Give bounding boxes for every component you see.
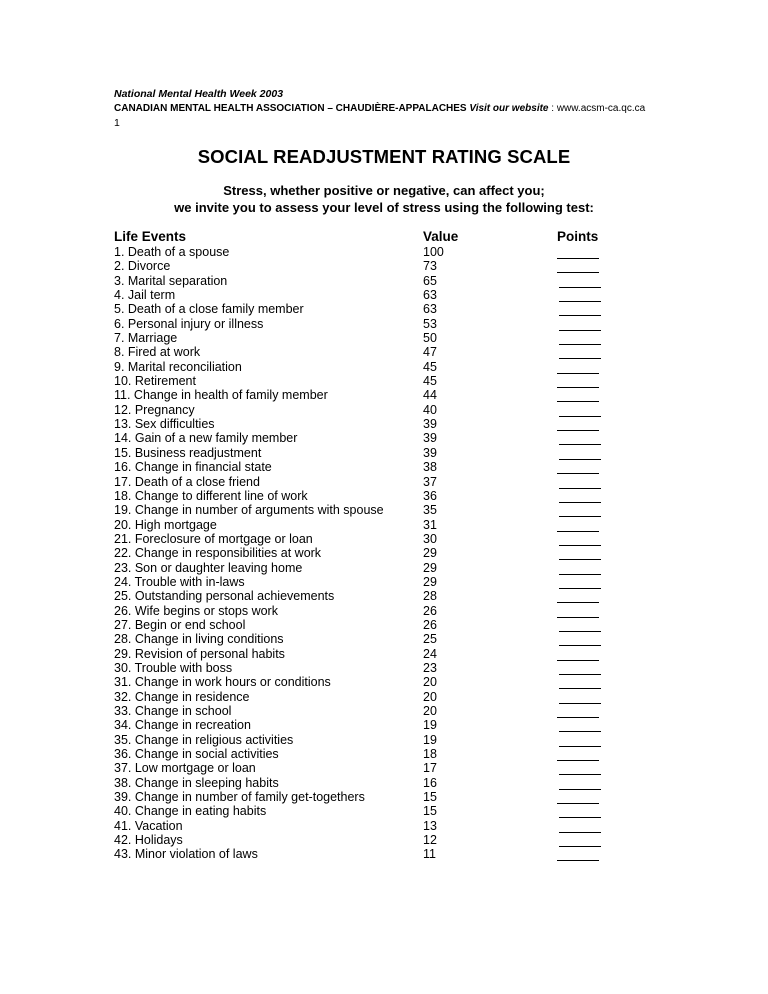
life-event-row bbox=[0, 589, 768, 603]
life-event-label: 7. Marriage bbox=[114, 331, 178, 346]
points-blank-field[interactable] bbox=[559, 821, 601, 833]
points-blank-field[interactable] bbox=[557, 247, 599, 259]
life-event-value: 40 bbox=[423, 402, 437, 417]
points-blank-field[interactable] bbox=[559, 563, 601, 575]
points-blank-field[interactable] bbox=[559, 806, 601, 818]
points-blank-field[interactable] bbox=[559, 347, 601, 359]
life-event-row bbox=[0, 804, 768, 818]
points-blank-field[interactable] bbox=[557, 849, 599, 861]
life-event-value: 19 bbox=[423, 732, 437, 747]
life-event-label: 6. Personal injury or illness bbox=[114, 316, 264, 331]
website-url[interactable]: : www.acsm-ca.qc.ca bbox=[548, 103, 646, 114]
life-event-value: 50 bbox=[423, 331, 437, 346]
life-event-label: 36. Change in social activities bbox=[114, 747, 279, 762]
points-blank-field[interactable] bbox=[557, 362, 599, 374]
life-event-label: 22. Change in responsibilities at work bbox=[114, 546, 322, 561]
life-event-row bbox=[0, 431, 768, 445]
points-blank-field[interactable] bbox=[559, 692, 601, 704]
life-event-row bbox=[0, 776, 768, 790]
life-event-label: 37. Low mortgage or loan bbox=[114, 761, 256, 776]
life-event-value: 25 bbox=[423, 632, 437, 647]
life-event-label: 42. Holidays bbox=[114, 833, 183, 848]
points-blank-field[interactable] bbox=[559, 577, 601, 589]
life-event-label: 20. High mortgage bbox=[114, 517, 217, 532]
points-blank-field[interactable] bbox=[557, 649, 599, 661]
life-event-row bbox=[0, 460, 768, 474]
life-event-value: 29 bbox=[423, 560, 437, 575]
life-event-value: 47 bbox=[423, 345, 437, 360]
life-event-row bbox=[0, 446, 768, 460]
life-event-label: 23. Son or daughter leaving home bbox=[114, 560, 303, 575]
page-header bbox=[114, 87, 654, 130]
life-event-value: 45 bbox=[423, 374, 437, 389]
life-event-row bbox=[0, 632, 768, 646]
life-event-label: 38. Change in sleeping habits bbox=[114, 775, 279, 790]
visit-website-label: Visit our website bbox=[469, 103, 549, 114]
life-event-row bbox=[0, 288, 768, 302]
life-event-label: 3. Marital separation bbox=[114, 273, 228, 288]
points-blank-field[interactable] bbox=[559, 405, 601, 417]
life-event-label: 10. Retirement bbox=[114, 374, 196, 389]
life-event-row bbox=[0, 833, 768, 847]
points-blank-field[interactable] bbox=[557, 376, 599, 388]
organization-name: CANADIAN MENTAL HEALTH ASSOCIATION – CHAUDIÈRE-APPALACHES bbox=[114, 103, 467, 114]
page-number: 1 bbox=[114, 117, 120, 129]
life-event-value: 39 bbox=[423, 431, 437, 446]
life-event-label: 33. Change in school bbox=[114, 704, 232, 718]
life-event-row bbox=[0, 819, 768, 833]
event-name: National Mental Health Week 2003 bbox=[114, 88, 284, 100]
life-event-row bbox=[0, 388, 768, 402]
life-event-label: 40. Change in eating habits bbox=[114, 804, 267, 819]
points-blank-field[interactable] bbox=[557, 591, 599, 603]
points-blank-field[interactable] bbox=[559, 505, 601, 517]
life-event-label: 43. Minor violation of laws bbox=[114, 847, 258, 862]
life-event-value: 11 bbox=[423, 847, 436, 862]
life-event-label: 26. Wife begins or stops work bbox=[114, 603, 278, 618]
points-blank-field[interactable] bbox=[559, 548, 601, 560]
life-event-label: 8. Fired at work bbox=[114, 345, 201, 360]
life-event-value: 28 bbox=[423, 589, 437, 604]
points-blank-field[interactable] bbox=[557, 706, 599, 718]
life-event-row bbox=[0, 733, 768, 747]
life-event-label: 29. Revision of personal habits bbox=[114, 646, 285, 661]
life-event-label: 11. Change in health of family member bbox=[114, 388, 328, 403]
points-blank-field[interactable] bbox=[559, 534, 601, 546]
points-blank-field[interactable] bbox=[559, 433, 601, 445]
life-event-label: 12. Pregnancy bbox=[114, 402, 195, 417]
points-blank-field[interactable] bbox=[559, 763, 601, 775]
life-event-label: 5. Death of a close family member bbox=[114, 302, 304, 317]
life-event-row bbox=[0, 302, 768, 316]
life-event-label: 2. Divorce bbox=[114, 259, 171, 274]
life-event-label: 34. Change in recreation bbox=[114, 718, 251, 733]
life-event-value: 12 bbox=[423, 833, 437, 848]
life-event-row bbox=[0, 317, 768, 331]
subtitle-line-1: Stress, whether positive or negative, can affect you; bbox=[223, 183, 545, 198]
life-event-value: 63 bbox=[423, 302, 437, 317]
life-event-row bbox=[0, 274, 768, 288]
life-event-row bbox=[0, 503, 768, 517]
points-blank-field[interactable] bbox=[557, 520, 599, 532]
life-event-row bbox=[0, 546, 768, 560]
life-event-value: 39 bbox=[423, 417, 437, 432]
life-event-value: 73 bbox=[423, 259, 437, 274]
points-blank-field[interactable] bbox=[559, 778, 601, 790]
life-event-value: 53 bbox=[423, 316, 437, 331]
points-blank-field[interactable] bbox=[559, 319, 601, 331]
life-event-value: 63 bbox=[423, 288, 437, 303]
points-blank-field[interactable] bbox=[559, 663, 601, 675]
life-event-label: 39. Change in number of family get-togethers bbox=[114, 790, 365, 805]
life-event-value: 20 bbox=[423, 704, 437, 718]
life-event-value: 19 bbox=[423, 718, 437, 733]
life-event-label: 27. Begin or end school bbox=[114, 617, 246, 632]
life-event-row bbox=[0, 575, 768, 589]
life-event-row bbox=[0, 360, 768, 374]
column-header-life-events: Life Events bbox=[114, 229, 187, 244]
subtitle-line-2: we invite you to assess your level of stress using the following test: bbox=[174, 200, 594, 215]
life-event-label: 28. Change in living conditions bbox=[114, 632, 284, 647]
life-event-row bbox=[0, 718, 768, 732]
life-event-value: 45 bbox=[423, 359, 437, 374]
life-event-label: 1. Death of a spouse bbox=[114, 245, 230, 259]
life-event-value: 39 bbox=[423, 445, 437, 460]
life-event-value: 18 bbox=[423, 747, 437, 762]
page-title: SOCIAL READJUSTMENT RATING SCALE bbox=[197, 146, 571, 167]
points-blank-field[interactable] bbox=[559, 477, 601, 489]
life-event-row bbox=[0, 374, 768, 388]
life-event-label: 17. Death of a close friend bbox=[114, 474, 260, 489]
life-event-value: 29 bbox=[423, 546, 437, 561]
life-event-label: 32. Change in residence bbox=[114, 689, 250, 704]
life-event-row bbox=[0, 790, 768, 804]
life-event-value: 26 bbox=[423, 603, 437, 618]
life-event-row bbox=[0, 690, 768, 704]
life-event-label: 41. Vacation bbox=[114, 818, 183, 833]
life-event-value: 100 bbox=[423, 245, 444, 259]
life-event-label: 14. Gain of a new family member bbox=[114, 431, 298, 446]
points-blank-field[interactable] bbox=[557, 606, 599, 618]
points-blank-field[interactable] bbox=[559, 620, 601, 632]
points-blank-field[interactable] bbox=[557, 749, 599, 761]
life-event-label: 35. Change in religious activities bbox=[114, 732, 294, 747]
life-event-label: 19. Change in number of arguments with spouse bbox=[114, 503, 384, 518]
points-blank-field[interactable] bbox=[559, 448, 601, 460]
points-blank-field[interactable] bbox=[559, 634, 601, 646]
life-events-list bbox=[0, 245, 768, 862]
life-event-label: 16. Change in financial state bbox=[114, 460, 272, 475]
life-event-value: 31 bbox=[423, 517, 437, 532]
life-event-row bbox=[0, 847, 768, 861]
points-blank-field[interactable] bbox=[559, 290, 601, 302]
life-event-value: 13 bbox=[423, 818, 437, 833]
life-event-row bbox=[0, 245, 768, 259]
life-event-value: 35 bbox=[423, 503, 437, 518]
life-event-label: 4. Jail term bbox=[114, 288, 176, 303]
points-blank-field[interactable] bbox=[559, 304, 601, 316]
life-event-label: 13. Sex difficulties bbox=[114, 417, 215, 432]
life-event-label: 21. Foreclosure of mortgage or loan bbox=[114, 531, 313, 546]
points-blank-field[interactable] bbox=[557, 390, 599, 402]
life-event-value: 30 bbox=[423, 531, 437, 546]
points-blank-field[interactable] bbox=[557, 261, 599, 273]
life-event-row bbox=[0, 647, 768, 661]
points-blank-field[interactable] bbox=[557, 792, 599, 804]
life-event-row bbox=[0, 403, 768, 417]
life-event-label: 15. Business readjustment bbox=[114, 445, 262, 460]
life-event-value: 20 bbox=[423, 675, 437, 690]
points-blank-field[interactable] bbox=[557, 462, 599, 474]
life-event-label: 31. Change in work hours or conditions bbox=[114, 675, 331, 690]
life-event-row bbox=[0, 345, 768, 359]
life-event-value: 16 bbox=[423, 775, 437, 790]
column-header-value: Value bbox=[423, 229, 459, 244]
points-blank-field[interactable] bbox=[559, 735, 601, 747]
organization-line bbox=[114, 102, 654, 116]
life-event-label: 9. Marital reconciliation bbox=[114, 359, 242, 374]
life-event-row bbox=[0, 259, 768, 273]
points-blank-field[interactable] bbox=[559, 491, 601, 503]
life-event-row bbox=[0, 704, 768, 718]
life-event-row bbox=[0, 604, 768, 618]
life-event-row bbox=[0, 331, 768, 345]
life-event-row bbox=[0, 417, 768, 431]
life-event-value: 36 bbox=[423, 488, 437, 503]
life-event-value: 24 bbox=[423, 646, 437, 661]
life-event-label: 24. Trouble with in-laws bbox=[114, 574, 245, 589]
life-event-row bbox=[0, 518, 768, 532]
column-header-points: Points bbox=[557, 229, 599, 244]
life-event-value: 65 bbox=[423, 273, 437, 288]
points-blank-field[interactable] bbox=[559, 835, 601, 847]
life-event-row bbox=[0, 618, 768, 632]
life-event-value: 38 bbox=[423, 460, 437, 475]
life-event-value: 44 bbox=[423, 388, 437, 403]
points-blank-field[interactable] bbox=[559, 276, 601, 288]
life-event-label: 25. Outstanding personal achievements bbox=[114, 589, 335, 604]
life-event-value: 37 bbox=[423, 474, 437, 489]
life-event-row bbox=[0, 747, 768, 761]
life-event-value: 17 bbox=[423, 761, 437, 776]
points-blank-field[interactable] bbox=[557, 419, 599, 431]
points-blank-field[interactable] bbox=[559, 333, 601, 345]
life-event-value: 15 bbox=[423, 790, 437, 805]
points-blank-field[interactable] bbox=[559, 720, 601, 732]
life-event-value: 20 bbox=[423, 689, 437, 704]
life-event-row bbox=[0, 661, 768, 675]
life-event-value: 26 bbox=[423, 617, 437, 632]
life-event-row bbox=[0, 475, 768, 489]
life-event-label: 18. Change to different line of work bbox=[114, 488, 308, 503]
life-event-row bbox=[0, 489, 768, 503]
life-event-label: 30. Trouble with boss bbox=[114, 660, 233, 675]
points-blank-field[interactable] bbox=[559, 677, 601, 689]
life-event-row bbox=[0, 532, 768, 546]
life-event-row bbox=[0, 561, 768, 575]
life-event-row bbox=[0, 761, 768, 775]
life-event-value: 23 bbox=[423, 660, 437, 675]
life-event-value: 15 bbox=[423, 804, 437, 819]
life-event-value: 29 bbox=[423, 574, 437, 589]
life-event-row bbox=[0, 675, 768, 689]
